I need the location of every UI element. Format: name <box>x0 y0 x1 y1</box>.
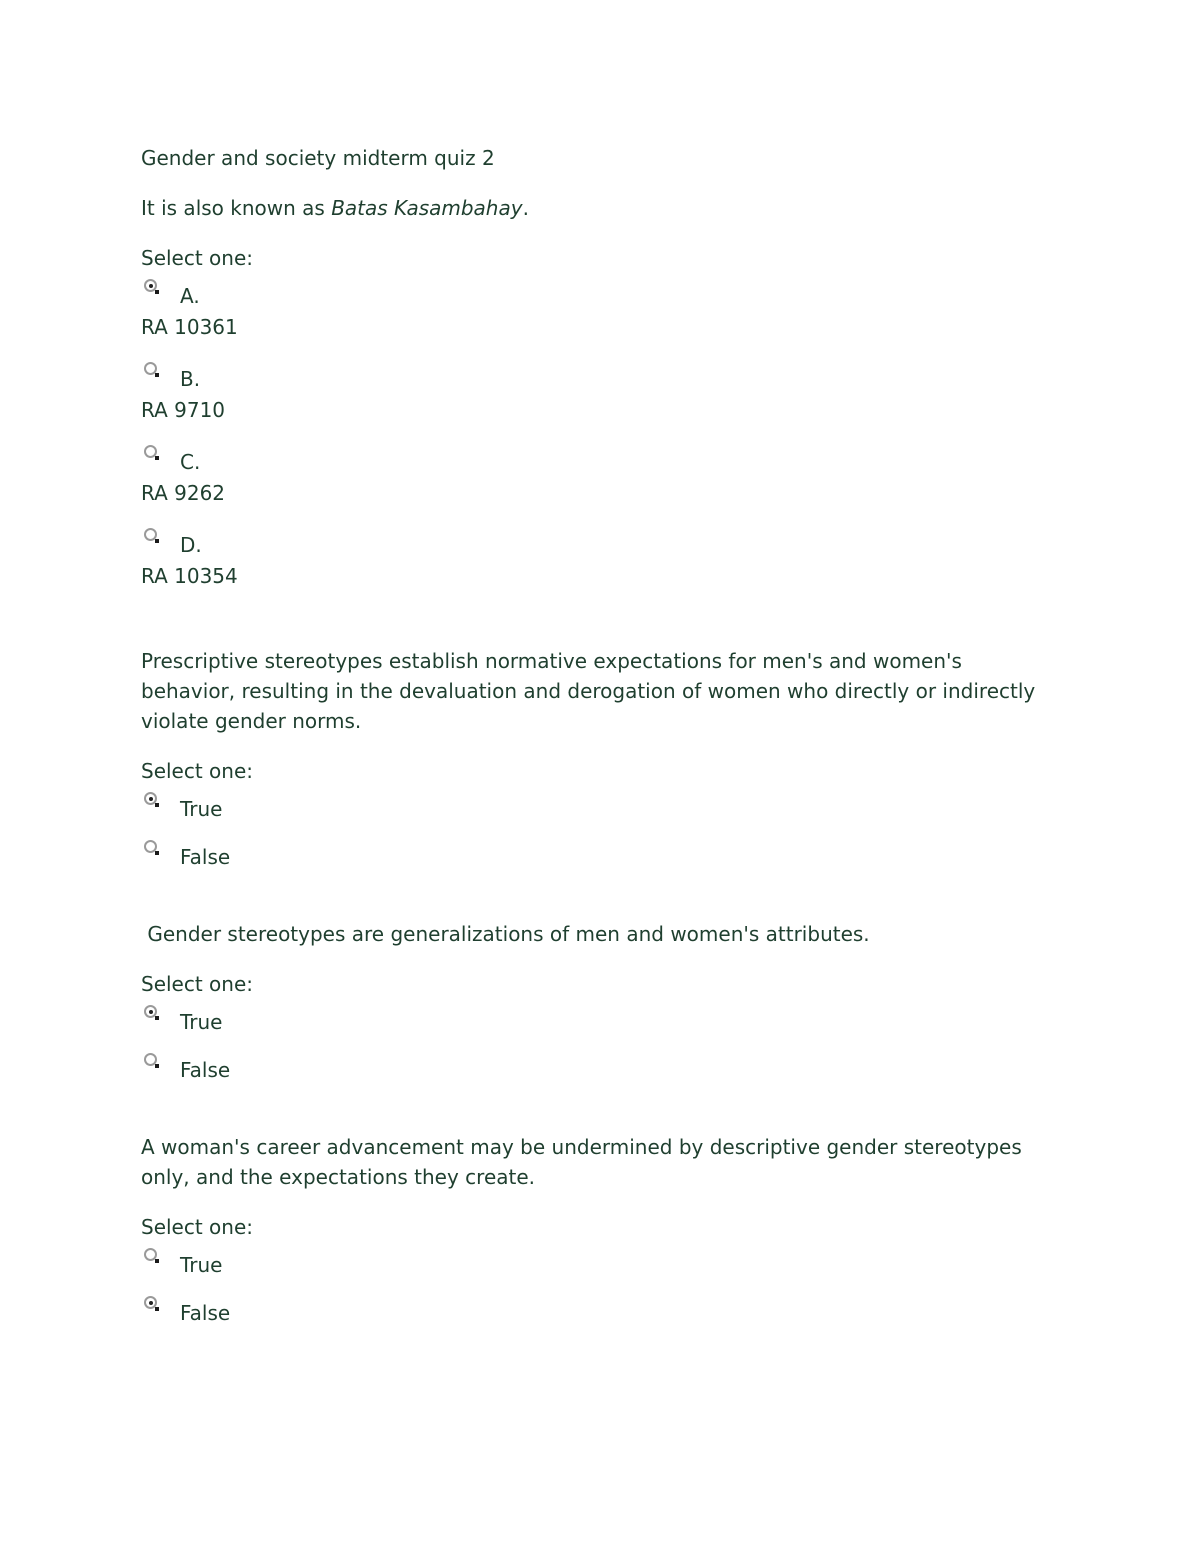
question-2 <box>141 646 1061 736</box>
question-1-option-c[interactable] <box>141 445 541 505</box>
option-letter: B. <box>180 367 201 391</box>
radio-button[interactable] <box>144 1053 157 1066</box>
question-1-text <box>141 193 1061 223</box>
option-label: True <box>180 797 223 821</box>
radio-button[interactable] <box>144 528 157 541</box>
option-value: RA 9262 <box>141 481 226 505</box>
question-4-select-label: Select one: <box>141 1215 254 1239</box>
question-4 <box>141 1132 1061 1192</box>
question-3 <box>141 919 1061 949</box>
option-letter: C. <box>180 450 201 474</box>
option-label: False <box>180 845 231 869</box>
question-1-option-d[interactable] <box>141 528 541 588</box>
question-4-text: A woman's career advancement may be undermined by descriptive gender stereotypes only, and the expectations they create. <box>141 1135 1022 1189</box>
radio-button-checked[interactable] <box>144 792 157 805</box>
question-2-option-true[interactable] <box>141 792 541 828</box>
question-1-option-a[interactable] <box>141 279 541 339</box>
option-label: True <box>180 1010 223 1034</box>
option-letter: D. <box>180 533 202 557</box>
option-value: RA 9710 <box>141 398 226 422</box>
question-3-select-label: Select one: <box>141 972 254 996</box>
question-2-text: Prescriptive stereotypes establish normative expectations for men's and women's behavior, resulting in the devaluation and derogation of women who directly or indirectly violate gender norms. <box>141 649 1036 733</box>
radio-button[interactable] <box>144 445 157 458</box>
question-4-option-false[interactable] <box>141 1296 541 1332</box>
question-3-option-false[interactable] <box>141 1053 541 1089</box>
question-1-prefix: It is also known as <box>141 196 332 220</box>
option-value: RA 10354 <box>141 564 238 588</box>
question-3-option-true[interactable] <box>141 1005 541 1041</box>
radio-button[interactable] <box>144 840 157 853</box>
radio-button-checked[interactable] <box>144 1005 157 1018</box>
question-4-option-true[interactable] <box>141 1248 541 1284</box>
option-letter: A. <box>180 284 200 308</box>
question-1-select-label: Select one: <box>141 246 254 270</box>
question-1-suffix: . <box>522 196 529 220</box>
question-2-select-label: Select one: <box>141 759 254 783</box>
option-label: False <box>180 1058 231 1082</box>
radio-button[interactable] <box>144 1248 157 1261</box>
page-title: Gender and society midterm quiz 2 <box>141 146 495 170</box>
radio-button-checked[interactable] <box>144 279 157 292</box>
option-label: False <box>180 1301 231 1325</box>
question-2-option-false[interactable] <box>141 840 541 876</box>
radio-button[interactable] <box>144 362 157 375</box>
question-1-emphasis: Batas Kasambahay <box>331 196 523 220</box>
radio-button-checked[interactable] <box>144 1296 157 1309</box>
option-label: True <box>180 1253 223 1277</box>
question-3-text: Gender stereotypes are generalizations of men and women's attributes. <box>141 922 870 946</box>
option-value: RA 10361 <box>141 315 238 339</box>
question-1 <box>141 193 1061 223</box>
question-1-option-b[interactable] <box>141 362 541 422</box>
